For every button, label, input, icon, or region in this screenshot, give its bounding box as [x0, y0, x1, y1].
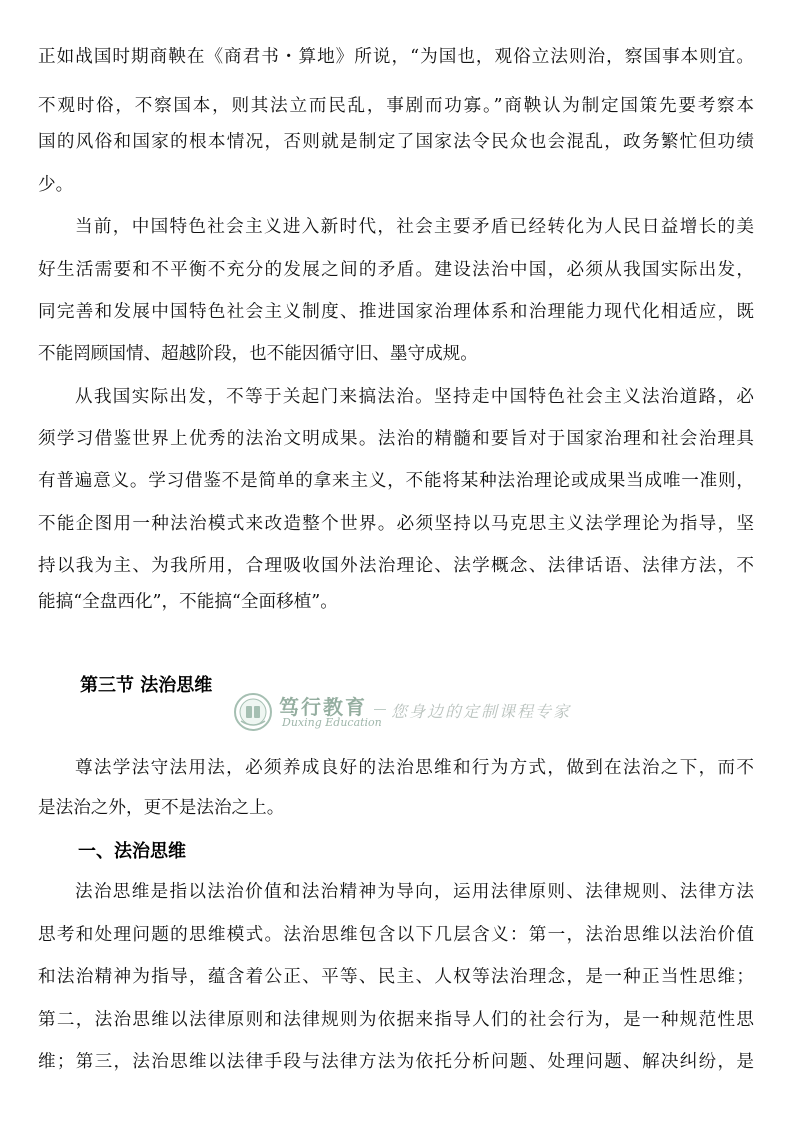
section-heading: 第三节 法治思维 — [80, 675, 213, 696]
watermark-subtitle: Duxing Education — [282, 716, 382, 729]
paragraph-5-line-3: 和法治精神为指导，蕴含着公正、平等、民主、人权等法治理念，是一种正当性思维； — [38, 967, 754, 987]
watermark-divider — [374, 709, 386, 710]
paragraph-4-line-1: 尊法学法守法用法，必须养成良好的法治思维和行为方式，做到在法治之下，而不 — [75, 758, 754, 778]
paragraph-2-line-3: 同完善和发展中国特色社会主义制度、推进国家治理体系和治理能力现代化相适应，既 — [38, 302, 754, 322]
paragraph-5-line-2: 思考和处理问题的思维模式。法治思维包含以下几层含义：第一，法治思维以法治价值 — [38, 925, 754, 945]
duxing-logo-icon — [233, 692, 273, 732]
paragraph-4-line-2: 是法治之外，更不是法治之上。 — [38, 798, 285, 818]
paragraph-3-line-4: 不能企图用一种法治模式来改造整个世界。必须坚持以马克思主义法学理论为指导，坚 — [38, 514, 754, 534]
paragraph-3-line-3: 有普遍意义。学习借鉴不是简单的拿来主义，不能将某种法治理论或成果当成唯一准则， — [38, 471, 754, 491]
subsection-heading: 一、法治思维 — [78, 841, 186, 862]
paragraph-1-line-2: 不观时俗，不察国本，则其法立而民乱，事剧而功寡。”商鞅认为制定国策先要考察本 — [38, 96, 754, 116]
watermark-title: 笃行教育 — [279, 695, 367, 719]
paragraph-5-line-1: 法治思维是指以法治价值和法治精神为导向，运用法律原则、法律规则、法律方法 — [75, 882, 754, 902]
paragraph-5-line-5: 维；第三，法治思维以法律手段与法律方法为依托分析问题、处理问题、解决纠纷，是 — [38, 1052, 754, 1072]
paragraph-3-line-6: 能搞“全盘西化”，不能搞“全面移植”。 — [38, 592, 338, 612]
paragraph-5-line-4: 第二，法治思维以法律原则和法律规则为依据来指导人们的社会行为，是一种规范性思 — [38, 1010, 754, 1030]
watermark-slogan: 您身边的定制课程专家 — [391, 702, 572, 721]
paragraph-1-line-3: 国的风俗和国家的根本情况，否则就是制定了国家法令民众也会混乱，政务繁忙但功绩 — [38, 132, 754, 152]
paragraph-3-line-2: 须学习借鉴世界上优秀的法治文明成果。法治的精髓和要旨对于国家治理和社会治理具 — [38, 429, 754, 449]
paragraph-2-line-1: 当前，中国特色社会主义进入新时代，社会主要矛盾已经转化为人民日益增长的美 — [75, 217, 754, 237]
paragraph-3-line-1: 从我国实际出发，不等于关起门来搞法治。坚持走中国特色社会主义法治道路，必 — [75, 387, 754, 407]
paragraph-2-line-4: 不能罔顾国情、超越阶段，也不能因循守旧、墨守成规。 — [38, 344, 478, 364]
paragraph-1-line-1: 正如战国时期商鞅在《商君书・算地》所说，“为国也，观俗立法则治，察国事本则宜。 — [38, 47, 754, 67]
paragraph-2-line-2: 好生活需要和不平衡不充分的发展之间的矛盾。建设法治中国，必须从我国实际出发， — [38, 260, 754, 280]
paragraph-1-line-4: 少。 — [38, 175, 74, 195]
watermark — [233, 690, 578, 734]
paragraph-3-line-5: 持以我为主、为我所用，合理吸收国外法治理论、法学概念、法律话语、法律方法，不 — [38, 556, 754, 576]
